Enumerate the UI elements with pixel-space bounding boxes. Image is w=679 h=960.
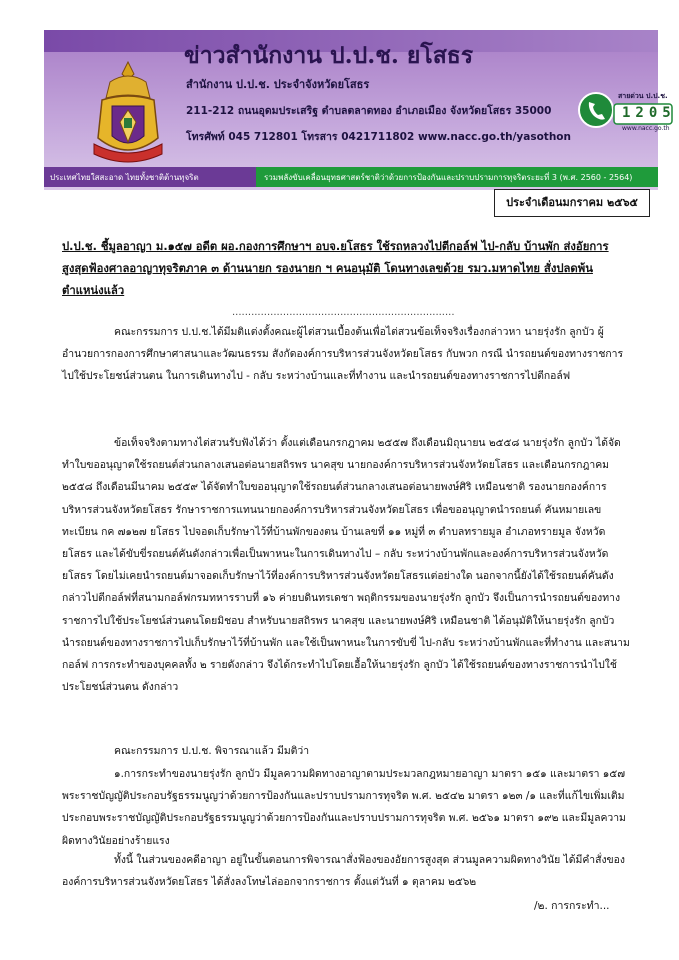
paragraph-text: คณะกรรมการ ป.ป.ช. พิจารณาแล้ว มีมติว่า: [114, 745, 310, 757]
hotline-label: สายด่วน ป.ป.ช.: [618, 92, 668, 100]
paragraph-2: [62, 432, 630, 698]
paragraph-3: [62, 740, 630, 762]
hotline-site: www.nacc.go.th: [622, 125, 670, 132]
slogan-right: รวมพลังขับเคลื่อนยุทธศาสตร์ชาติว่าด้วยการป้องกันและปราบปรามการทุจริตระยะที่ 3 (พ.ศ. 2560 - 2564): [264, 173, 633, 182]
continuation-note: /๒. การกระทำ...: [534, 900, 610, 912]
paragraph-text: คณะกรรมการ ป.ป.ช.ได้มีมติแต่งตั้งคณะผู้ไต่สวนเบื้องต้นเพื่อไต่สวนข้อเท็จจริงเรื่องกล่าวหา นายรุ่งรัก ลูกบัว ผู้อำนวยการกองการศึกษาศาสนาและวัฒนธรรม สังกัดองค์การบริหารส่วนจังหวัดยโสธร กับพวก กรณี นำรถยนต์ของทางราชการไปใช้ประโยชน์ส่วนตน ในการเดินทางไป - กลับ ระหว่างบ้านและที่ทำงาน และนำรถยนต์ของทางราชการไปตีกอล์ฟ: [62, 326, 624, 383]
paragraph-text: ข้อเท็จจริงตามทางไต่สวนรับฟังได้ว่า ตั้งแต่เดือนกรกฎาคม ๒๕๕๗ ถึงเดือนมิถุนายน ๒๕๕๘ นายรุ่งรัก ลูกบัว ได้จัดทำใบขออนุญาตใช้รถยนต์ส่วนกลางเสนอต่อนายสถิรพร นาคสุข นายกองค์การบริหารส่วนจังหวัดยโสธร และเดือนกรกฎาคม ๒๕๕๘ ถึงเดือนมีนาคม ๒๕๕๙ ได้จัดทำใบขออนุญาตใช้รถยนต์ส่วนกลางเสนอต่อนายพงษ์ศิริ เหมือนชาติ รองนายกองค์การบริหารส่วนจังหวัดยโสธร รักษาราชการแทนนายกองค์การบริหารส่วนจังหวัดยโสธร เพื่อขออนุญาตนำรถยนต์ คันหมายเลขทะเบียน กค ๗๑๒๗ ยโสธร ไปจอดเก็บรักษาไว้ที่บ้านพักของตน บ้านเลขที่ ๑๑ หมู่ที่ ๓ ตำบลทรายมูล อำเภอทรายมูล จังหวัดยโสธร และได้ขับขี่รถยนต์คันดังกล่าวเพื่อเป็นพาหนะในการเดินทางไป – กลับ ระหว่างบ้านพักและองค์การบริหารส่วนจังหวัดยโสธร โดยไม่เคยนำรถยนต์มาจอดเก็บรักษาไว้ที่องค์การบริหารส่วนจังหวัดยโสธรแต่อย่างใด นอกจากนี้ยังได้ใช้รถยนต์คันดังกล่าวไปตีกอล์ฟที่สนามกอล์ฟกรมทหารราบที่ ๑๖ ค่ายบดินทรเดชา พฤติกรรมของนายรุ่งรัก ลูกบัว จึงเป็นการนำรถยนต์ของทางราชการไปใช้ประโยชน์ส่วนตนโดยมิชอบ สำหรับนายสถิรพร นาคสุข และนายพงษ์ศิริ เหมือนชาติ ได้อนุมัติให้นายรุ่งรัก ลูกบัว นำรถยนต์ของทางราชการไปเก็บรักษาไว้ที่บ้านพัก และใช้เป็นพาหนะในการขับขี่ ไป-กลับ ระหว่างบ้านพักและที่ทำงาน และสนามกอล์ฟ การกระทำของบุคคลทั้ง ๒ รายดังกล่าว จึงได้กระทำไปโดยเอื้อให้นายรุ่งรัก ลูกบัว ได้ใช้รถยนต์ของทางราชการนำไปใช้ประโยชน์ส่วนตน ดังกล่าว: [62, 437, 630, 694]
slogan-right-bar: [256, 167, 658, 187]
paragraph-1: [62, 321, 630, 388]
office-address: 211-212 ถนนอุดมประเสริฐ ตำบลตลาดทอง อำเภอเมือง จังหวัดยโสธร 35000: [186, 105, 552, 117]
page-title: ข่าวสำนักงาน ป.ป.ช. ยโสธร: [184, 42, 474, 69]
news-headline: ป.ป.ช. ชี้มูลอาญา ม.๑๕๗ อดีต ผอ.กองการศึกษาฯ อบจ.ยโสธร ใช้รถหลวงไปตีกอล์ฟ ไป-กลับ บ้านพัก ส่งอัยการสูงสุดฟ้องศาลอาญาทุจริตภาค ๓ ด้านนายก รองนายก ฯ คนอนุมัติ โดนทางเลขด้วย รมว.มหาดไทย สั่งปลดพ้นตำแหน่งแล้ว: [62, 240, 609, 297]
hotline-number: 1205: [622, 105, 676, 121]
slogan-strip: [44, 167, 658, 187]
nacc-emblem-icon: [88, 58, 168, 168]
office-name: สำนักงาน ป.ป.ช. ประจำจังหวัดยโสธร: [186, 78, 370, 91]
issue-month-badge: ประจำเดือนมกราคม ๒๕๖๕: [494, 189, 650, 217]
header-banner: [44, 30, 676, 190]
paragraph-text: ทั้งนี้ ในส่วนของคดีอาญา อยู่ในขั้นตอนการพิจารณาสั่งฟ้องของอัยการสูงสุด ส่วนมูลความผิดทางวินัย ได้มีคำสั่งขององค์การบริหารส่วนจังหวัดยโสธร ได้สั่งลงโทษไล่ออกจากราชการ ตั้งแต่วันที่ ๑ ตุลาคม ๒๕๖๒: [62, 854, 625, 889]
separator-line: ......................................................................: [232, 307, 455, 318]
paragraph-5: [62, 849, 630, 893]
hotline-badge: [578, 88, 674, 132]
paragraph-4: [62, 763, 630, 852]
office-contact: โทรศัพท์ 045 712801 โทรสาร 0421711802 www.nacc.go.th/yasothon: [186, 131, 571, 143]
slogan-left: ประเทศไทยใสสะอาด ไทยทั้งชาติต้านทุจริต: [50, 173, 199, 182]
paragraph-text: ๑.การกระทำของนายรุ่งรัก ลูกบัว มีมูลความผิดทางอาญาตามประมวลกฎหมายอาญา มาตรา ๑๕๑ และมาตรา ๑๕๗ พระราชบัญญัติประกอบรัฐธรรมนูญว่าด้วยการป้องกันและปราบปรามการทุจริต พ.ศ. ๒๕๔๒ มาตรา ๑๒๓ /๑ และที่แก้ไขเพิ่มเติม ประกอบพระราชบัญญัติประกอบรัฐธรรมนูญว่าด้วยการป้องกันและปราบปรามการทุจริต พ.ศ. ๒๕๖๑ มาตรา ๑๙๒ และมีมูลความผิดทางวินัยอย่างร้ายแรง: [62, 768, 626, 847]
